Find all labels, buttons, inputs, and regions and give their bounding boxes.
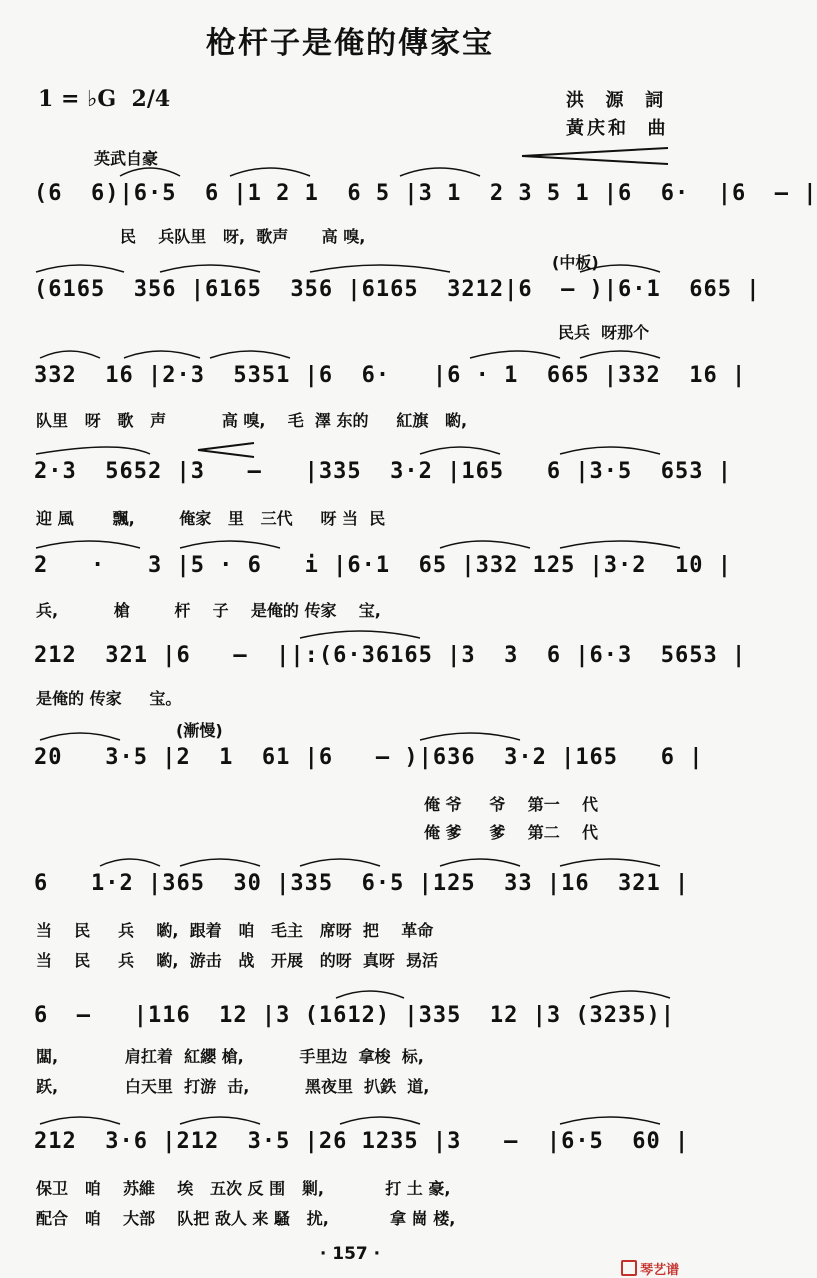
lyrics-line-1: 民 兵队里 呀, 歌声 高 嗅, xyxy=(120,227,366,246)
tempo-moderato: (中板) xyxy=(552,253,599,272)
notation: 2 · 3 |5 · 6 i |6·1 65 |332 125 |3·2 10 | xyxy=(34,553,733,578)
song-title: 枪杆子是俺的傳家宝 xyxy=(206,26,494,61)
notation: 6 — |116 12 |3 (1612) |335 12 |3 (3235)| xyxy=(34,1003,676,1028)
crescendo-hairpin xyxy=(520,144,670,168)
page-number: · 157 · xyxy=(319,1244,381,1264)
notation: 6 1·2 |365 30 |335 6·5 |125 33 |16 321 | xyxy=(34,871,690,896)
lyrics-line-10a: 保卫 咱 苏維 埃 五次 反 围 剿, 打 土 豪, xyxy=(36,1179,451,1198)
lyrics-line-8b: 当 民 兵 喲, 游击 战 开展 的呀 真呀 昮活 xyxy=(36,951,439,970)
tempo-slowing: (漸慢) xyxy=(176,721,223,740)
lyricist-credit: 洪 源 詞 xyxy=(566,90,667,111)
watermark-logo xyxy=(612,1244,679,1278)
music-line-9 xyxy=(34,996,686,1036)
notation: 2·3 5652 |3 — |335 3·2 |165 6 |3·5 653 | xyxy=(34,459,733,484)
music-line-5 xyxy=(34,546,733,586)
notation: 332 16 |2·3 5351 |6 6· |6 · 1 665 |332 16 | xyxy=(34,363,747,388)
music-line-8 xyxy=(34,864,690,904)
key-signature: 1 = ♭G 2/4 xyxy=(38,86,171,112)
lyrics-line-10b: 配合 咱 大部 队把 敌人 来 騷 扰, 拿 崗 楼, xyxy=(36,1209,456,1228)
music-line-3 xyxy=(34,356,747,396)
notation: (6165 356 |6165 356 |6165 3212|6 — )|6·1 665 | xyxy=(34,277,761,302)
lyrics-line-9b: 跃, 白天里 打游 击, 黑夜里 扒鉄 道, xyxy=(36,1077,430,1096)
music-line-6 xyxy=(34,636,747,676)
lyrics-line-9a: 闆, 肩扛着 紅纓 槍, 手里边 拿梭 标, xyxy=(36,1047,424,1066)
music-line-10 xyxy=(34,1122,690,1162)
lyrics-line-4: 迎 風 飄, 俺家 里 三代 呀 当 民 xyxy=(36,509,386,528)
music-line-1 xyxy=(34,174,817,214)
watermark-text: 琴艺谱 xyxy=(640,1263,680,1278)
lyrics-line-7a: 俺 爷 爷 第一 代 xyxy=(424,795,598,814)
lyrics-line-6: 是俺的 传家 宝。 xyxy=(36,689,182,708)
lyrics-line-5: 兵, 槍 杆 子 是俺的 传家 宝, xyxy=(36,601,381,620)
composer-credit: 黃庆和 曲 xyxy=(566,118,669,139)
watermark-icon xyxy=(621,1260,637,1276)
music-line-7 xyxy=(34,738,704,778)
notation: 20 3·5 |2 1 61 |6 — )|636 3·2 |165 6 | xyxy=(34,745,704,770)
tempo-start: 英武自豪 xyxy=(94,149,159,168)
music-line-2 xyxy=(34,270,761,310)
lyrics-line-7b: 俺 爹 爹 第二 代 xyxy=(424,823,598,842)
music-line-4 xyxy=(34,452,733,492)
lyrics-line-2: 民兵 呀那个 xyxy=(558,323,650,342)
notation: (6 6)|6·5 6 |1 2 1 6 5 |3 1 2 3 5 1 |6 6· |6 — | xyxy=(34,181,817,206)
notation: 212 3·6 |212 3·5 |26 1235 |3 — |6·5 60 | xyxy=(34,1129,690,1154)
notation: 212 321 |6 — ||:(6·36165 |3 3 6 |6·3 5653 | xyxy=(34,643,747,668)
lyrics-line-3: 队里 呀 歌 声 高 嗅, 毛 澤 东的 紅旗 喲, xyxy=(36,411,468,430)
lyrics-line-8a: 当 民 兵 喲, 跟着 咱 毛主 席呀 把 革命 xyxy=(36,921,434,940)
